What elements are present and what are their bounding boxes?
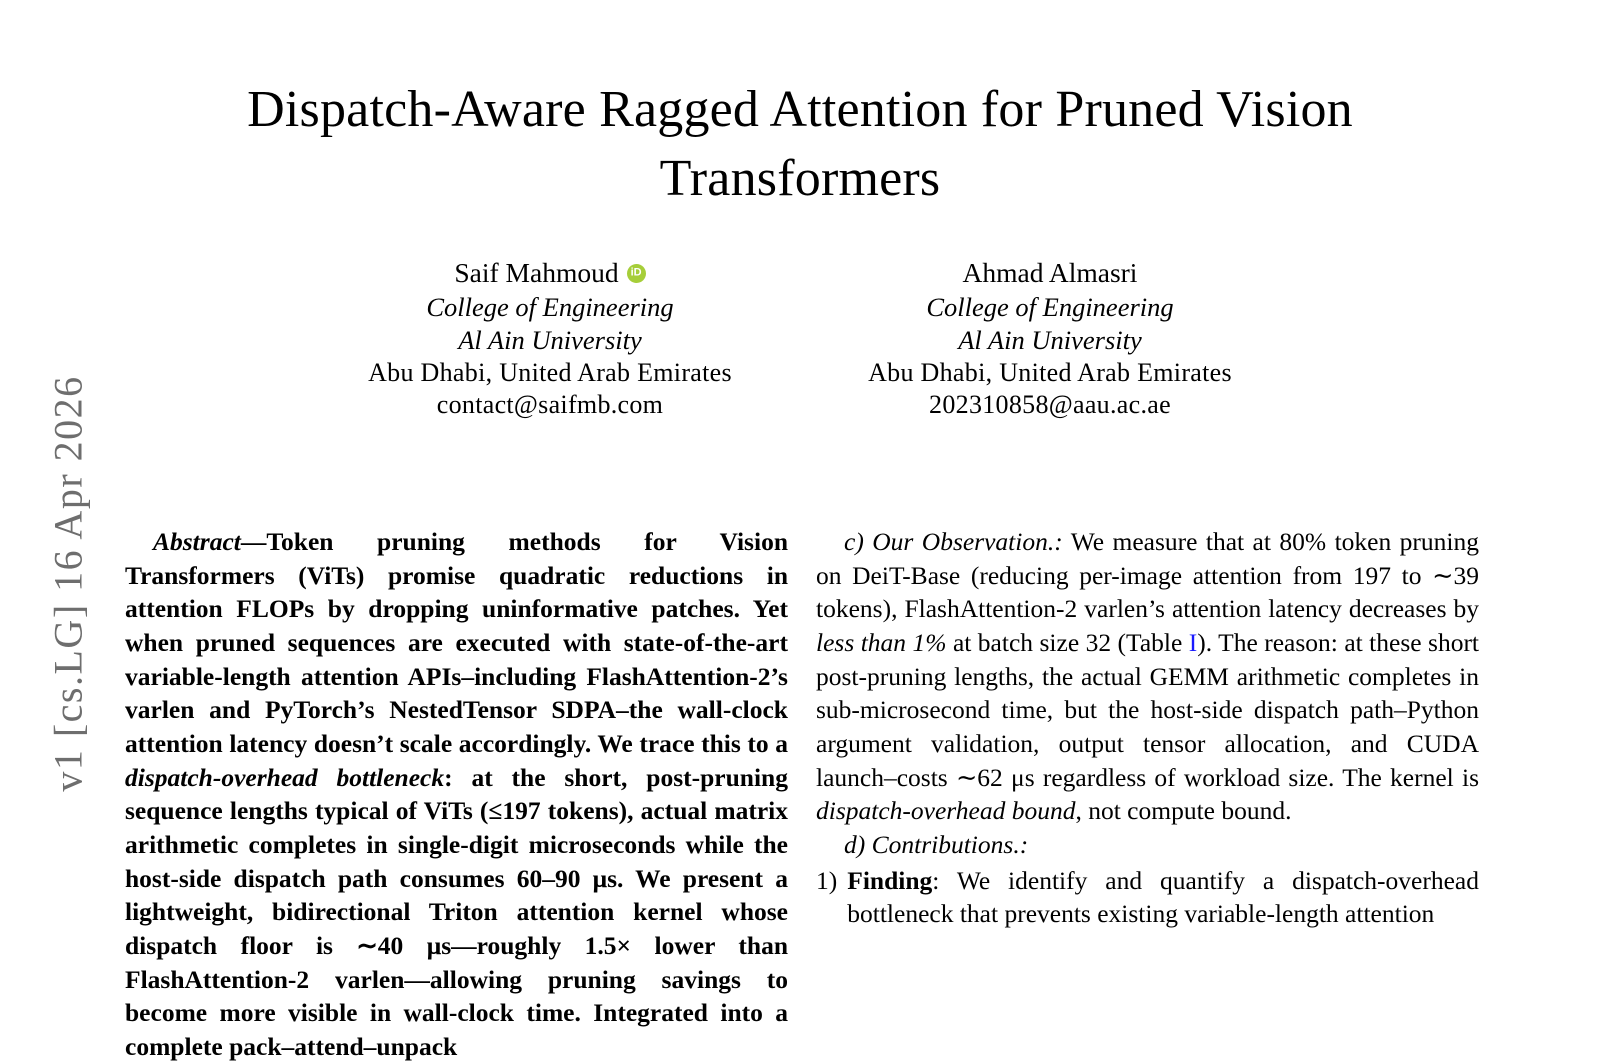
contribution-body: : We identify and quantify a dispatch-overhead bottleneck that prevents existing variable-length attention	[847, 865, 1479, 929]
abstract-paragraph	[125, 525, 788, 1064]
observation-text-4: , not compute bound.	[1075, 796, 1292, 826]
abstract-label: Abstract	[153, 527, 241, 556]
orcid-icon[interactable]	[627, 264, 646, 283]
observation-heading: Our Observation.:	[872, 527, 1063, 556]
contributions-heading-line	[816, 828, 1479, 862]
author-affiliation: College of Engineering	[426, 291, 674, 322]
author-institution: Al Ain University	[458, 324, 642, 355]
observation-emphasis-1: less than 1%	[816, 627, 947, 657]
contributions-marker: d)	[844, 829, 866, 859]
author-name	[963, 257, 1138, 289]
observation-text-3: ). The reason: at these short post-pruning lengths, the actual GEMM arithmetic completes in sub-microsecond time, but the host-side dispatch path–Python argument validation, output tensor allocation, and CUDA launch–costs ∼62 μs regardless of workload size. The kernel is	[816, 627, 1480, 792]
author-affiliation: College of Engineering	[926, 291, 1174, 322]
abstract-text-1: Token pruning methods for Vision Transformers (ViTs) promise quadratic reductions in attention FLOPs by dropping uninformative patches. Yet when pruned sequences are executed with state-of-the-art variable-length attention APIs–including FlashAttention-2’s varlen and PyTorch’s NestedTensor SDPA–the wall-clock attention latency doesn’t scale accordingly. We trace this to a	[125, 527, 788, 758]
page-title: Dispatch-Aware Ragged Attention for Pruned Vision Transformers	[247, 81, 1353, 208]
observation-marker: c)	[844, 527, 864, 556]
body-columns	[125, 525, 1480, 1064]
contribution-text	[847, 864, 1479, 931]
author-email[interactable]: 202310858@aau.ac.ae	[929, 390, 1171, 420]
observation-text-2: at batch size 32 (Table	[946, 627, 1189, 657]
list-item	[816, 864, 1479, 931]
arxiv-stamp: v1 [cs.LG] 16 Apr 2026	[45, 375, 91, 792]
abstract-emphasis-1: dispatch-overhead bottleneck	[125, 762, 445, 792]
observation-text-1: We measure that at 80% token pruning on DeiT-Base (reducing per-image attention from 197 to ∼39 tokens), FlashAttention-2 varlen’s attention latency decreases by	[816, 527, 1479, 624]
author-name-text: Saif Mahmoud	[454, 257, 619, 289]
contribution-label: Finding	[847, 865, 933, 895]
author-location: Abu Dhabi, United Arab Emirates	[368, 357, 732, 387]
table-reference-link[interactable]: I	[1188, 627, 1198, 657]
contributions-heading: Contributions.:	[871, 829, 1029, 859]
author-location: Abu Dhabi, United Arab Emirates	[868, 357, 1232, 387]
author-name	[454, 257, 645, 289]
author-block-1	[300, 255, 800, 420]
observation-paragraph	[816, 525, 1479, 828]
column-right	[816, 525, 1479, 1064]
abstract-text-2: : at the short, post-pruning sequence lengths typical of ViTs (≤197 tokens), actual matrix arithmetic completes in single-digit microseconds while the host-side dispatch path consumes 60–90 μs. We present a lightweight, bidirectional Triton attention kernel whose dispatch floor is ∼40 μs—roughly 1.5× lower than FlashAttention-2 varlen—allowing pruning savings to become more visible in wall-clock time. Integrated into a complete pack–attend–unpack	[125, 762, 788, 1061]
author-list	[0, 255, 1600, 420]
author-email[interactable]: contact@saifmb.com	[436, 390, 664, 420]
observation-emphasis-2: dispatch-overhead bound	[816, 796, 1076, 826]
abstract-dash: —	[240, 527, 267, 556]
contributions-list	[816, 864, 1479, 931]
author-name-text: Ahmad Almasri	[962, 257, 1138, 289]
contribution-number: 1)	[816, 865, 838, 895]
author-institution: Al Ain University	[958, 324, 1142, 355]
column-left	[125, 525, 788, 1064]
author-block-2	[800, 255, 1300, 420]
